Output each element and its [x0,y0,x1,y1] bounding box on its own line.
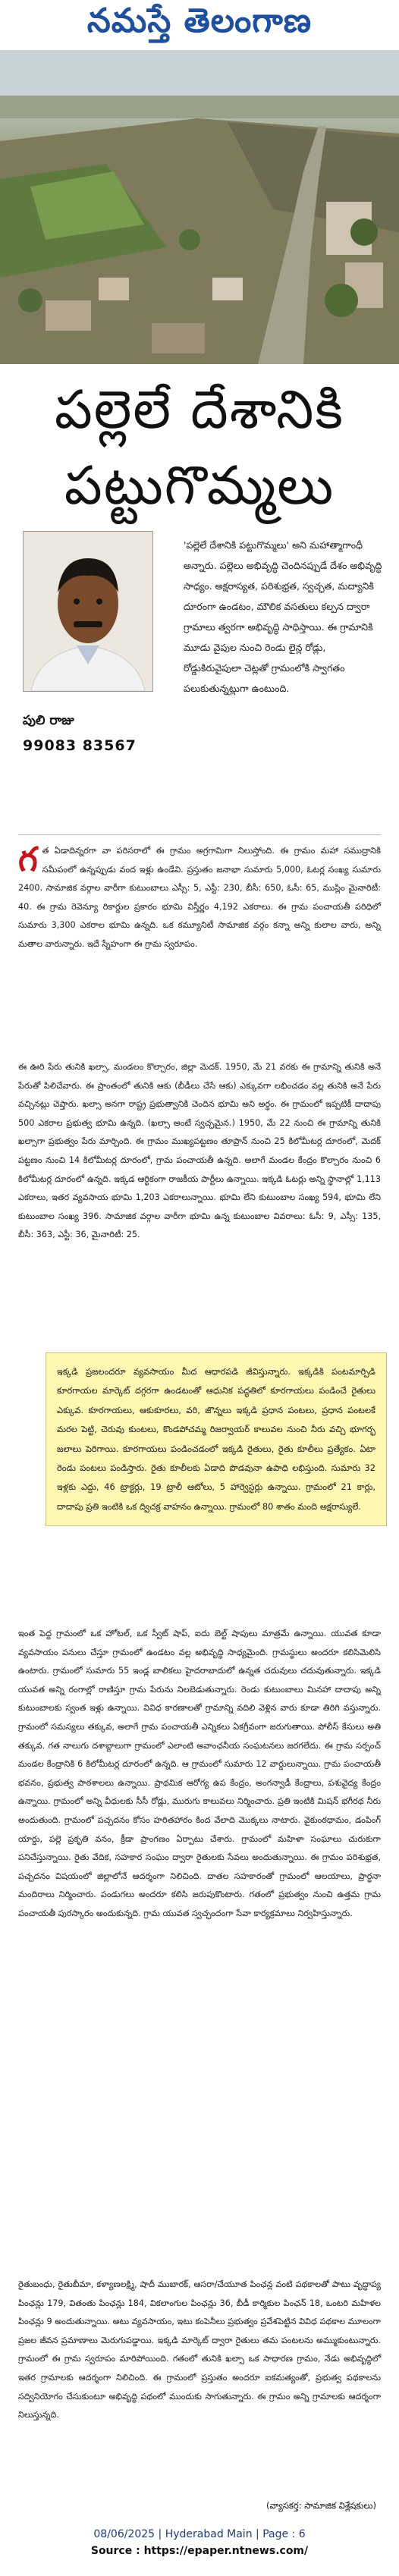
highlight-box: ఇక్కడి ప్రజలందరూ వ్యవసాయం మీద ఆధారపడి జీవిస్తున్నారు. ఇక్కడికి పంటమార్పిడి కూరగాయల మార్కెట్ దగ్గరగా ఉండటంతో ఆధునిక పద్ధతిలో కూరగాయలు పండించే రైతులు ఎక్కువ. కూరగాయలు, ఆకుకూరలు, వరి, జొన్నలు ఇక్కడి ప్రధాన పంటలు, ప్రధాన పంటలకే మరల పెట్టి, చెరువు కుంటలు, కొండపోచమ్మ రిజర్వాయర్ కాలువల నుంచి నీరు వచ్చి భూగర్భ జలాలు పెరిగాయి. కూరగాయలు పండించడంలో ఇక్కడి రైతులు, రైతు కూలీలు ప్రత్యేకం. ఏటా రెండు పంటలు పండిస్తారు. రైతు కూలీలకు ఏడాది పొడవునా ఉపాధి లభిస్తుంది. సుమారు 32 ఇళ్లకు ఎద్దు, 46 ట్రాక్టర్లు, 19 ట్రాలీ ఆటోలు, 5 హార్వెస్టర్లు ఉన్నాయి. గ్రామంలో 21 కార్లు, దాదాపు ప్రతి ఇంటికి ఒక ద్విచక్ర వాహనం ఉన్నాయి. గ్రామంలో 80 శాతం మంది అక్షరాస్యులే. [46,1352,387,1526]
author-phone: 99083 83567 [23,737,137,754]
masthead [0,0,399,50]
headline-line-2: పట్టుగొమ్మలు [64,454,335,517]
footer-source: Source : https://epaper.ntnews.com/ [90,2545,309,2557]
dropcap: గ [18,840,38,879]
footer [0,2526,399,2559]
body-paragraph-1 [18,842,381,954]
masthead-title: నమస్తే తెలంగాణ [86,2,313,40]
author-portrait [23,531,153,692]
footer-date: 08/06/2025 | Hyderabad Main | Page : 6 [93,2528,306,2540]
body-paragraph-2: ఈ ఊరి పేరు తునికి ఖల్సా, మండలం కొల్చారం, జిల్లా మెదక్. 1950, మే 21 వరకు ఈ గ్రామాన్ని తునికి అనే పేరుతో పిలిచేవారు. ఈ ప్రాంతంలో తునికి ఆకు (బీడీలు చేసే ఆకు) ఎక్కువగా లభించడం వల్ల తునికి అనే పేరు వచ్చినట్లు చెప్తారు. ఖల్సా అనగా రాష్ట్ర ప్రభుత్వానికి చెందిన భూమి అని అర్థం. ఈ గ్రామంలో ఇప్పటికీ దాదాపు 500 ఎకరాల ప్రభుత్వ భూమి ఉన్నది. (ఖల్సా అంటే స్వచ్ఛమైన.) 1950, మే 22 నుంచి ఈ గ్రామాన్ని తునికి ఖల్సాగా ప్రభుత్వం పేరు మార్చింది. ఈ గ్రామం ముఖ్యపట్టణం తూప్రాన్ నుంచి 25 కిలోమీటర్ల దూరంలో, మెదక్ పట్టణం నుంచి 14 కిలోమీటర్ల దూరంలో, గ్రామ పంచాయతీ ఉన్నది. అలాగే మండల కేంద్రం కొల్చారం నుంచి 6 కిలోమీటర్ల దూరంలో ఉన్నది. ఇక్కడ ఆర్థికంగా రాజకీయ పార్టీలు ఉన్నాయి. ఇక్కడి ఓటర్లు అన్ని స్థానాల్లో 1,113 ఎకరాలు, ఇతర వ్యవసాయ భూమి 1,203 ఎకరాలున్నాయి. భూమి లేని కుటుంబాల సంఖ్య 594, భూమి లేని కుటుంబాల సంఖ్య 396. సామాజిక వర్గాల వారీగా భూమి ఉన్న కుటుంబాల వివరాలు: ఓసీ: 9, ఎస్సీ: 135, బీసీ: 363, ఎస్టీ: 36, మైనారిటీ: 25. [18,1062,381,1240]
author-name: పులి రాజు [23,713,74,728]
body-paragraph-4: రైతుబంధు, రైతుబీమా, కళ్యాణలక్ష్మి, షాదీ ముబారక్, ఆసరా/చేయూత పింఛన్ల వంటి పథకాలతో పాటు వృద్ధాప్య పింఛన్లు 179, వితంతు పింఛన్లు 184, వికలాంగుల పింఛన్లు 36, బీడీ కార్మికుల పింఛన్ 18, ఒంటరి మహిళల పింఛన్లు 9 అందుతున్నాయి. అటు వ్యవసాయం, ఇటు కంపెనీలు ప్రభుత్వం ప్రవేశపెట్టిన వివిధ పథకాల మూలంగా ప్రజల జీవన ప్రమాణాలు మెరుగుపడ్డాయి. ఇక్కడి మార్కెట్ ద్వారా రైతులు తమ పంటలను అమ్ముకుంటున్నారు. గ్రామంలో ఈ గ్రామ స్వరూపం మారిపోయింది. గతంలో తునికి ఖల్సా ఒక సాధారణ గ్రామం, నేడు అభివృద్ధిలో ఇతర గ్రామాలకు ఆదర్శంగా నిలిచింది. ఈ గ్రామంలో ప్రస్తుతం అందరూ ఐకమత్యంతో, ప్రభుత్వ పథకాలను సద్వినియోగం చేసుకుంటూ అభివృద్ధి పథంలో ముందుకు సాగుతున్నారు. ఈ గ్రామం అన్ని గ్రామాలకు ఆదర్శంగా నిలుస్తున్నది. [18,2279,381,2420]
headline [0,372,399,523]
body-paragraph-1-text: త ఏడాదిన్నరగా వా పరిసరాలో ఈ గ్రామం అగ్రగామిగా నిలుస్తోంది. ఈ గ్రామం మహా సముద్రానికి సమీపంలో ఉన్నప్పుడు వంద ఇళ్లు ఉండేవి. ప్రస్తుతం జనాభా సుమారు 5,000, ఓటర్ల సంఖ్య సుమారు 2400. సామాజిక వర్గాల వారీగా కుటుంబాలు ఎస్సీ: 5, ఎస్టీ: 230, బీసీ: 650, ఓసీ: 65, ముస్లిం మైనారిటీ: 40. ఈ గ్రామ రెవెన్యూ రికార్డుల ప్రకారం భూమి విస్తీర్ణం 4,192 ఎకరాలు. ఈ గ్రామ పంచాయతీ పరిధిలో సుమారు 3,300 ఎకరాల భూమి ఉన్నది. ఒక కమ్యూనిటీ సామాజిక వర్గం కన్నా అన్ని కులాల వారు, అన్ని మతాల వారున్నారు. ఇదే స్నేహంగా ఈ గ్రామ స్వరూపం. [18,846,381,949]
body-paragraph-3: ఇంత పెద్ద గ్రామంలో ఒక హోటల్, ఒక స్వీట్ షాప్, ఐదు బెల్ట్ షాపులు మాత్రమే ఉన్నాయి. యువత కూడా వ్యవసాయం పనులు చేస్తూ గ్రామంలో ఉండటం వల్ల అభివృద్ధి సాధ్యమైంది. గ్రామస్థులు అందరూ కలిసిమెలిసి ఉంటారు. గ్రామంలో సుమారు 55 ఇండ్ల బాలికలు హైదరాబాదులో ఉన్నత చదువులు చదువుతున్నారు. ఇక్కడి యువత అన్ని రంగాల్లో రాణిస్తూ గ్రామ పేరును నిలబెడుతున్నారు. రెండు కుటుంబాలు మినహా దాదాపు అన్ని కుటుంబాలకు స్వంత ఇళ్లు ఉన్నాయి. వివిధ కారణాలతో గ్రామాన్ని వదిలి వెళ్లిన వారు కూడా తిరిగి వస్తున్నారు. గ్రామంలో సమస్యలు తక్కువ, అలాగే గ్రామ పంచాయతీ ఎన్నికలు ఏకగ్రీవంగా జరుగుతాయి. పోలీస్ కేసులు అతి తక్కువ. గత నాలుగు దశాబ్దాలుగా గ్రామంలో ఎలాంటి అవాంఛనీయ సంఘటనలు జరగలేదు. ఈ గ్రామ సర్పంచ్ మండల కేంద్రానికి 6 కిలోమీటర్ల దూరంలో ఉన్నది. ఆ గ్రామంలో సుమారు 12 వార్డులున్నాయి. గ్రామ పంచాయతీ భవనం, ప్రభుత్వ పాఠశాలలు ఉన్నాయి. ప్రాథమిక ఆరోగ్య ఉప కేంద్రం, అంగన్వాడీ కేంద్రాలు, పశువైద్య కేంద్రం ఉన్నాయి. గ్రామంలో అన్ని వీధులకు సీసీ రోడ్లు, మురుగు కాలువలు నిర్మించారు. ప్రతి ఇంటికి మిషన్ భగీరథ నీరు అందుతుంది. గ్రామంలో పచ్చదనం కోసం హరితహారం కింద వేలాది మొక్కలు నాటారు. వైకుంఠధామం, డంపింగ్ యార్డు, పల్లె ప్రకృతి వనం, క్రీడా ప్రాంగణం ఏర్పాటు చేశారు. గ్రామంలో మహిళా సంఘాలు చురుకుగా పనిచేస్తున్నాయి. రైతు వేదిక, సహకార సంఘం ద్వారా రైతులకు సేవలు అందుతున్నాయి. ఈ గ్రామం పరిశుభ్రత, పచ్చదనం విషయంలో జిల్లాలోనే ఆదర్శంగా నిలిచింది. దాతల సహకారంతో గ్రామంలో ఆలయాలు, ప్రార్థనా మందిరాలు నిర్మించారు. పండుగలు అందరూ కలిసి జరుపుకొంటారు. గతంలో ప్రభుత్వం నుంచి ఉత్తమ గ్రామ పంచాయతీ పురస్కారం అందుకున్నది. గ్రామ యువత స్వచ్ఛందంగా సేవా కార్యక్రమాలు నిర్వహిస్తున్నారు. [18,1629,381,1918]
person-icon [24,532,152,691]
pull-quote: 'పల్లెలే దేశానికి పట్టుగొమ్మలు' అని మహాత్మాగాంధీ అన్నారు. పల్లెలు అభివృద్ధి చెందినప్పుడే దేశం అభివృద్ధి సాధ్యం. అక్షరాస్యత, పరిశుభ్రత, స్వచ్ఛత, మద్యానికి దూరంగా ఉండటం, మౌలిక వసతులు కల్పన ద్వారా గ్రామాలు త్వరగా అభివృద్ధి సాధిస్తాయి. ఈ గ్రామానికి మూడు వైపుల నుంచి రెండు లైన్ల రోడ్లు, రోడ్డుకిరువైపులా చెట్లతో గ్రామంలోకి స్వాగతం పలుకుతున్నట్లుగా ఉంటుంది. [184,539,382,694]
writer-credit: (వ్యాసకర్త: సామాజిక విశ్లేషకులు) [266,2500,376,2511]
aerial-village-photo [0,50,399,364]
section-divider [18,834,381,835]
headline-line-1: పల్లెలే దేశానికి [55,379,344,441]
photo-illustration [0,50,399,364]
